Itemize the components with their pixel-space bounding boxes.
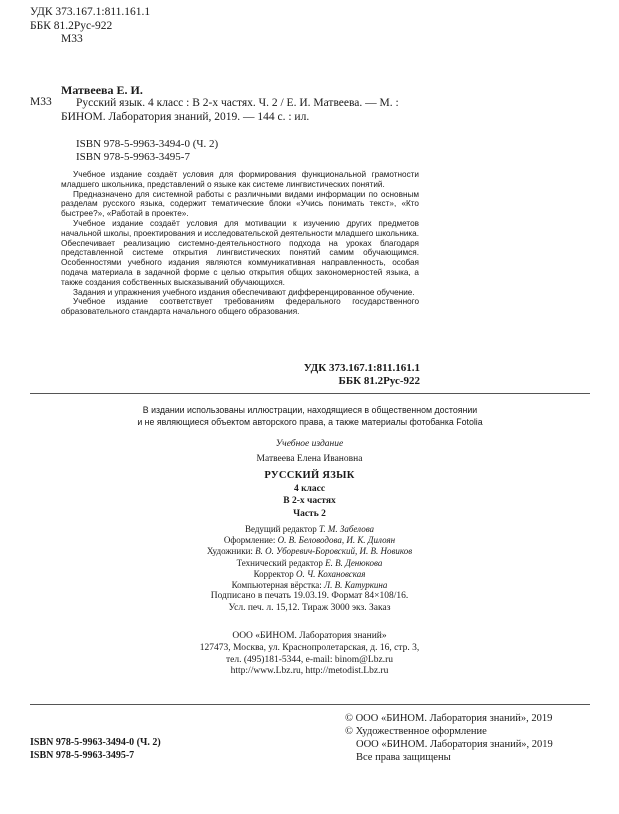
book-title: РУССКИЙ ЯЗЫК [264, 470, 355, 481]
publisher-contacts: тел. (495)181-5344, e-mail: binom@Lbz.ru [226, 654, 393, 665]
isbn-bottom-block [30, 736, 161, 762]
publisher-address: 127473, Москва, ул. Краснопролетарская, д. 16, стр. 3, [199, 642, 420, 653]
bbk-code-bottom: ББК 81.2Рус-922 [338, 375, 420, 387]
udk-code-bottom: УДК 373.167.1:811.161.1 [303, 362, 420, 374]
annotation-paragraph: Учебное издание создаёт условия для формирования функциональной грамотности младшего школьника, представлений о языке как системе лингвистических понятий. [61, 170, 419, 189]
credit-name: Л. В. Катуркина [323, 580, 388, 591]
credit-line [0, 535, 619, 546]
credit-line [0, 546, 619, 557]
annotation-paragraph: Учебное издание соответствует требованиям федерального государственного образовательного стандарта начального общего образования. [61, 297, 419, 317]
citation-text: Русский язык. 4 класс : В 2-х частях. Ч. 2 / Е. И. Матвеева. — М. : БИНОМ. Лаборатория знаний, 2019. — 144 с. : ил. [61, 97, 399, 124]
isbn-top-block [76, 138, 218, 164]
credit-line [0, 558, 619, 569]
credit-role: Художники: [206, 546, 253, 557]
classification-bottom [270, 362, 420, 388]
notice-line: В издании использованы иллюстрации, находящиеся в общественном достоянии [142, 405, 478, 415]
annotation-paragraph: Задания и упражнения учебного издания обеспечивают дифференцированное обучение. [73, 287, 415, 297]
bibliographic-citation [61, 96, 421, 125]
credit-role: Компьютерная вёрстка: [231, 580, 322, 591]
isbn-set: ISBN 978-5-9963-3495-7 [76, 151, 190, 163]
divider-line [30, 393, 590, 394]
credit-name: Т. М. Забелова [318, 524, 375, 534]
author-mark: М33 [61, 33, 83, 45]
isbn-part2: ISBN 978-5-9963-3494-0 (Ч. 2) [76, 138, 219, 150]
author-heading: Матвеева Е. И. [61, 83, 143, 97]
copyright-line: Все права защищены [356, 752, 451, 763]
annotation-paragraph: Предназначено для системной работы с различными видами информации по основным разделам русского языка, содержит тематические блоки «Учись понимать текст», «Кто быстрее?», «Работай в проекте». [61, 189, 419, 219]
copyright-line: ООО «БИНОМ. Лаборатория знаний», 2019 [356, 739, 553, 750]
classification-block [30, 6, 150, 47]
print-info [0, 591, 619, 615]
credit-role: Оформление: [223, 535, 276, 546]
publisher-name: ООО «БИНОМ. Лаборатория знаний» [232, 631, 387, 641]
print-line: Усл. печ. л. 15,12. Тираж 3000 экз. Заказ [228, 602, 391, 613]
part-label: Часть 2 [293, 509, 326, 519]
print-line: Подписано в печать 19.03.19. Формат 84×108/16. [210, 591, 409, 601]
credit-name: О. В. Беловодова, И. К. Дилоян [277, 535, 396, 546]
credit-name: Е. В. Денюкова [325, 557, 383, 568]
grade-label: 4 класс [293, 484, 326, 494]
publisher-websites: http://www.Lbz.ru, http://metodist.Lbz.ru [230, 666, 389, 677]
isbn-set: ISBN 978-5-9963-3495-7 [30, 750, 135, 761]
copyright-line: © Художественное оформление [345, 726, 487, 737]
annotation-paragraph: Учебное издание создаёт условия для мотивации к изучению других предметов начальной школы, проектирования и исследовательской деятельности младшего школьника. Обеспечивает реализацию системно-деятельностного подхода на уроках благодаря представленной системе открытия лингвистических понятий самим обучающимся. Особенностями учебного издания являются коммуникативная направленность, особая подача материала в задачной форме с целью открытия общих закономерностей языка, а также создания собственных высказываний обучающихся. [61, 218, 419, 287]
notice-line: и не являющиеся объектом авторского права, а также материалы фотобанка Fotolia [137, 416, 483, 427]
copyright-block [345, 712, 553, 764]
author-full-name: Матвеева Елена Ивановна [256, 454, 363, 464]
divider-line [30, 704, 590, 705]
credit-role: Технический редактор [236, 557, 323, 568]
citation-mark: М33 [30, 96, 52, 108]
series-label: Учебное издание [275, 439, 344, 449]
isbn-part2: ISBN 978-5-9963-3494-0 (Ч. 2) [30, 737, 161, 748]
publisher-info [0, 631, 619, 678]
credit-name: В. О. Уборевич-Боровский, И. В. Новиков [255, 546, 413, 557]
credit-role: Ведущий редактор [244, 524, 317, 534]
illustrations-notice [60, 405, 560, 428]
parts-label: В 2-х частях [283, 496, 336, 506]
copyright-line: © ООО «БИНОМ. Лаборатория знаний», 2019 [345, 713, 553, 724]
credit-line [0, 524, 619, 535]
credit-name: О. Ч. Кохановская [295, 568, 366, 579]
credits-block [0, 524, 619, 591]
udk-code: УДК 373.167.1:811.161.1 [30, 6, 151, 18]
annotation [61, 170, 419, 317]
credit-role: Корректор [253, 568, 294, 579]
credit-line [0, 580, 619, 591]
credit-line [0, 569, 619, 580]
bbk-code: ББК 81.2Рус-922 [30, 19, 113, 32]
